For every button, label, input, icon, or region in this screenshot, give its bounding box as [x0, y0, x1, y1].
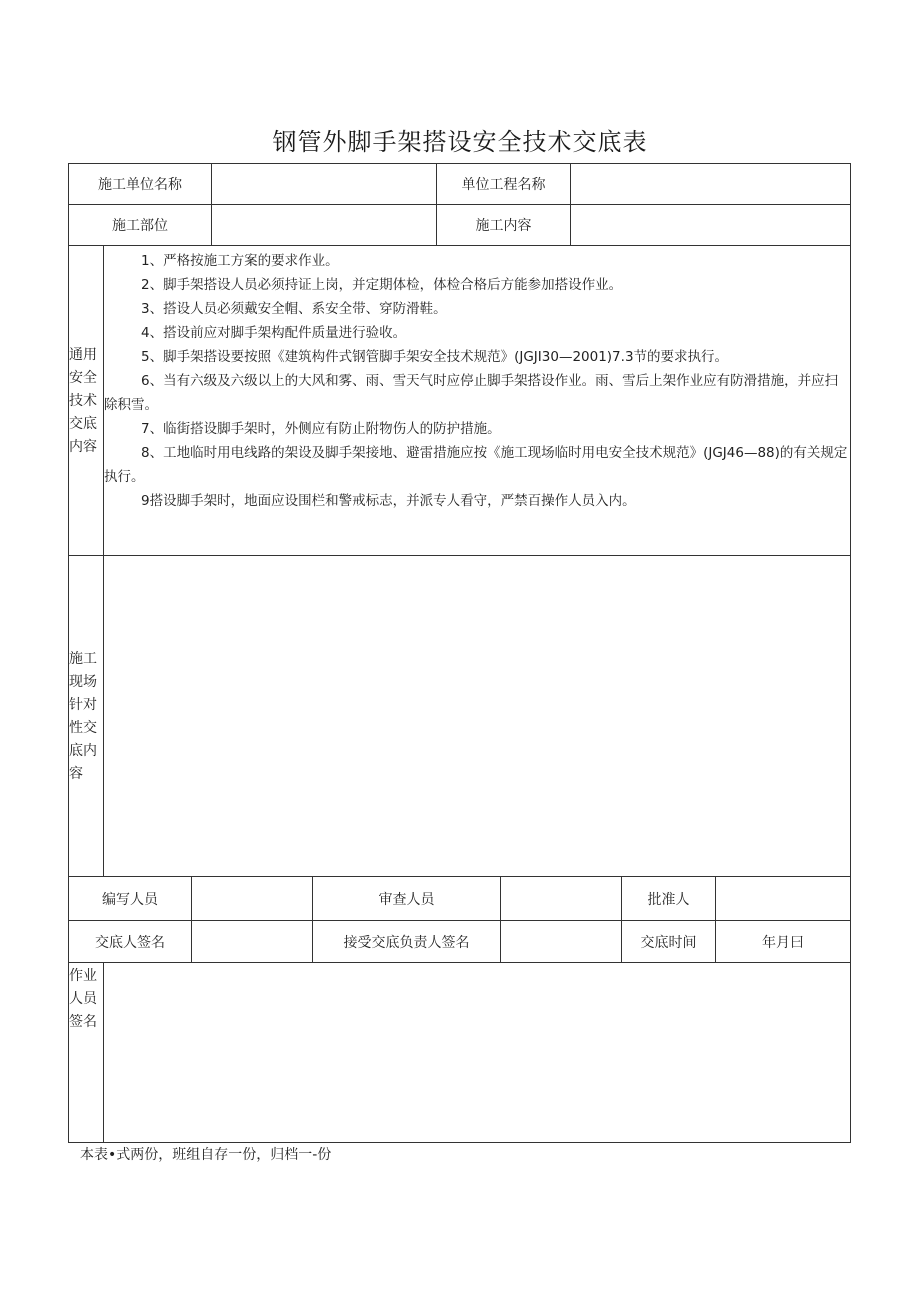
rule-item: 3、搭设人员必须戴安全帽、系安全带、穿防滑鞋。 — [141, 301, 447, 317]
rule-item: 9搭设脚手架时，地面应设围栏和警戒标志，并派专人看守，严禁百操作人员入内。 — [141, 493, 636, 509]
rule-item: 2、脚手架搭设人员必须持证上岗，并定期体检，体检合格后方能参加搭设作业。 — [141, 277, 623, 293]
reviewer-field[interactable] — [501, 877, 621, 920]
time-label: 交底时间 — [640, 934, 697, 951]
general-rules — [104, 249, 848, 513]
rule-item: 8、工地临时用电线路的架设及脚手架接地、避雷措施应按《施工现场临时用电安全技术规范》(JGJ46—88)的有关规定执行。 — [104, 445, 848, 485]
receiver-label: 接受交底负责人签名 — [343, 934, 470, 951]
receiver-field[interactable] — [501, 921, 621, 962]
rule-item: 4、搭设前应对脚手架构配件质量进行验收。 — [141, 325, 407, 341]
unit-name-label: 施工单位名称 — [98, 177, 182, 193]
rule-item: 7、临街搭设脚手架时，外侧应有防止附物伤人的防护措施。 — [141, 421, 501, 437]
site-label: 施工现场针对性交底内容 — [69, 651, 97, 782]
rule-item: 5、脚手架搭设要按照《建筑构件式钢管脚手架安全技术规范》(JGJI30—2001)7.3节的要求执行。 — [141, 349, 729, 365]
rule-item: 6、当有六级及六级以上的大风和雾、雨、雪天气时应停止脚手架搭设作业。雨、雪后上架作业应有防滑措施，并应扫除积雪。 — [104, 373, 839, 413]
workers-label: 作业人员签名 — [69, 968, 97, 1030]
writer-field[interactable] — [192, 877, 312, 920]
reviewer-label: 审查人员 — [378, 891, 435, 908]
approver-label: 批准人 — [647, 891, 690, 908]
discloser-label: 交底人签名 — [95, 934, 165, 951]
general-label: 通用安全技术交底内容 — [69, 347, 97, 455]
rule-item: 1、严格按施工方案的要求作业。 — [141, 253, 339, 269]
content-field[interactable] — [571, 205, 850, 245]
project-name-label: 单位工程名称 — [461, 177, 546, 193]
row-divider — [68, 245, 851, 246]
form-title: 钢管外脚手架搭设安全技术交底表 — [272, 128, 648, 156]
site-content-field[interactable] — [104, 556, 850, 876]
time-value[interactable]: 年月曰 — [762, 934, 804, 951]
content-label: 施工内容 — [475, 218, 532, 234]
footnote: 本表•式两份，班组自存一份，归档一-份 — [80, 1147, 332, 1163]
writer-label: 编写人员 — [102, 891, 158, 908]
unit-name-field[interactable] — [212, 164, 436, 204]
approver-field[interactable] — [716, 877, 850, 920]
location-field[interactable] — [212, 205, 436, 245]
location-label: 施工部位 — [112, 218, 168, 234]
workers-sign-field[interactable] — [104, 963, 850, 1142]
discloser-field[interactable] — [192, 921, 312, 962]
project-name-field[interactable] — [571, 164, 850, 204]
